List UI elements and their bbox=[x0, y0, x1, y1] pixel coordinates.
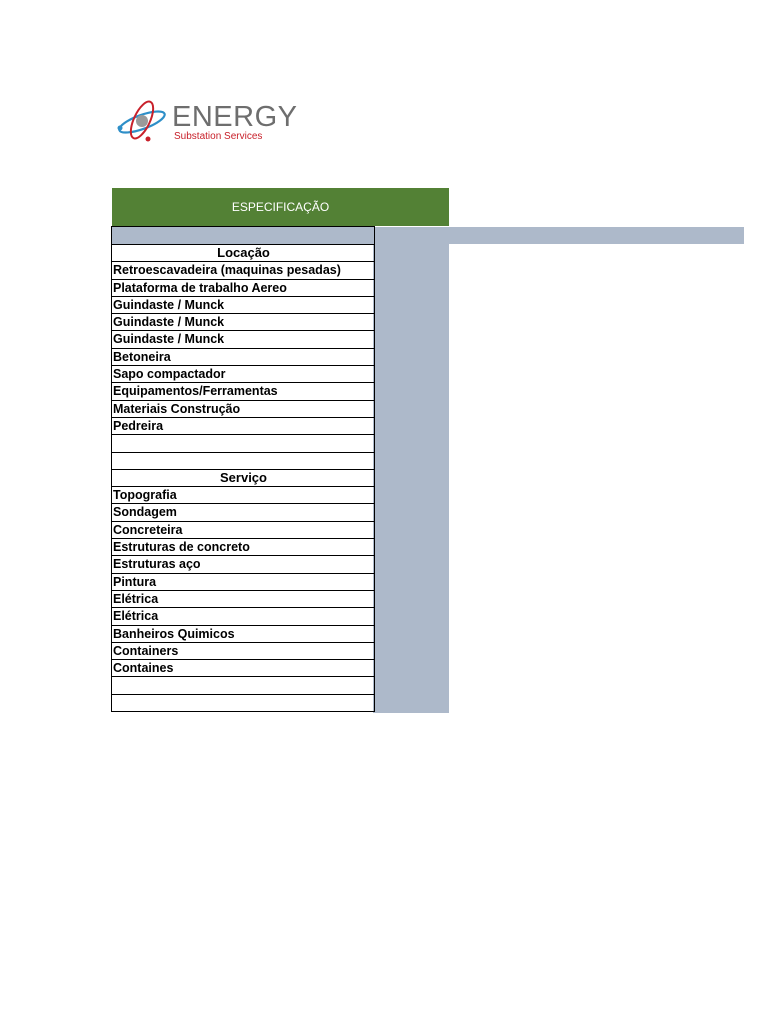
blue-grey-column bbox=[373, 244, 449, 713]
company-logo bbox=[116, 98, 298, 144]
table-row[interactable]: Banheiros Quimicos bbox=[112, 626, 374, 643]
logo-subtitle: Substation Services bbox=[174, 131, 263, 142]
table-row[interactable]: Pintura bbox=[112, 574, 374, 591]
table-row[interactable]: Sondagem bbox=[112, 504, 374, 521]
table-row[interactable]: Topografia bbox=[112, 487, 374, 504]
specification-header-label: ESPECIFICAÇÃO bbox=[231, 200, 330, 214]
atom-logo-icon bbox=[116, 98, 172, 144]
table-row[interactable]: Guindaste / Munck bbox=[112, 331, 374, 348]
table-row[interactable]: Elétrica bbox=[112, 608, 374, 625]
table-row[interactable]: Estruturas aço bbox=[112, 556, 374, 573]
table-row-empty[interactable] bbox=[112, 695, 374, 712]
table-row-empty[interactable] bbox=[112, 677, 374, 694]
logo-title: ENERGY bbox=[172, 101, 298, 133]
section-title-locacao: Locação bbox=[112, 245, 374, 262]
table-row[interactable]: Concreteira bbox=[112, 522, 374, 539]
table-row[interactable]: Materiais Construção bbox=[112, 401, 374, 418]
table-row[interactable]: Estruturas de concreto bbox=[112, 539, 374, 556]
table-row[interactable]: Equipamentos/Ferramentas bbox=[112, 383, 374, 400]
table-row[interactable]: Guindaste / Munck bbox=[112, 297, 374, 314]
section-title-servico: Serviço bbox=[112, 470, 374, 487]
table-row-empty[interactable] bbox=[112, 453, 374, 470]
table-row[interactable]: Retroescavadeira (maquinas pesadas) bbox=[112, 262, 374, 279]
table-row[interactable]: Pedreira bbox=[112, 418, 374, 435]
table-row[interactable]: Guindaste / Munck bbox=[112, 314, 374, 331]
table-row[interactable]: Sapo compactador bbox=[112, 366, 374, 383]
table-row[interactable]: Containes bbox=[112, 660, 374, 677]
table-row[interactable]: Containers bbox=[112, 643, 374, 660]
table-row[interactable]: Betoneira bbox=[112, 349, 374, 366]
table-row[interactable]: Elétrica bbox=[112, 591, 374, 608]
specification-header bbox=[112, 188, 449, 226]
specification-table bbox=[111, 226, 375, 712]
table-row[interactable]: Plataforma de trabalho Aereo bbox=[112, 280, 374, 297]
table-top-spacer bbox=[112, 227, 374, 245]
table-row-empty[interactable] bbox=[112, 435, 374, 452]
